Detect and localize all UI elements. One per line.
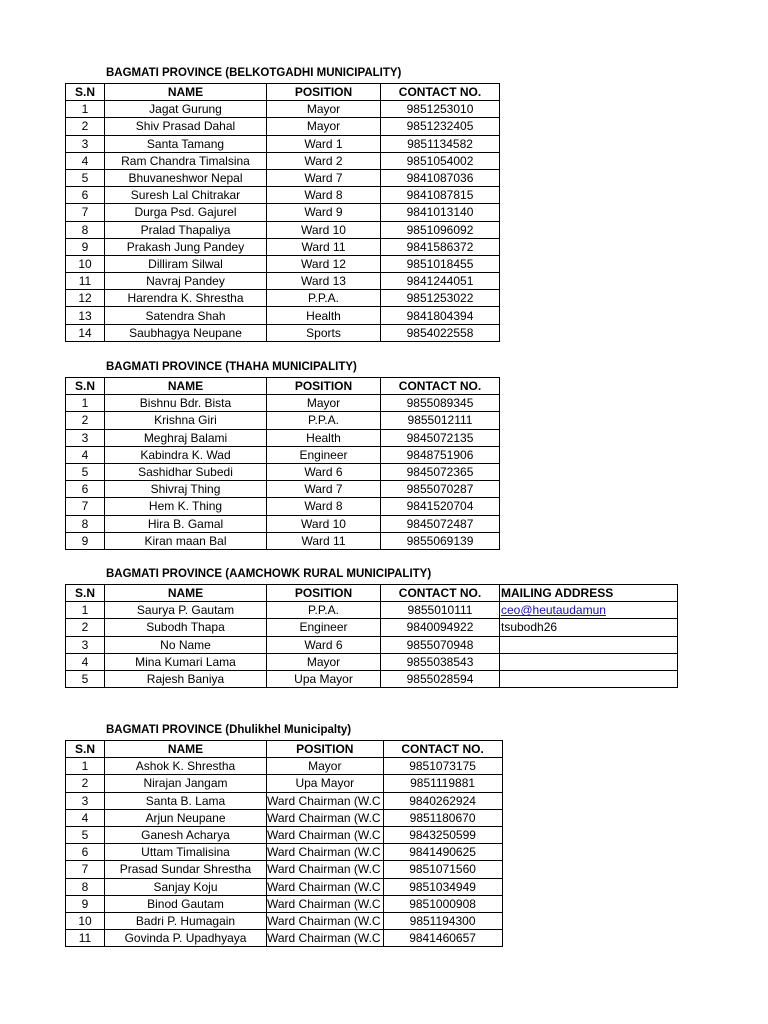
sn-cell: 3 (66, 636, 105, 653)
position-cell: Ward Chairman (W.C (267, 912, 384, 929)
name-header: NAME (105, 741, 267, 758)
name-cell: Hira B. Gamal (105, 515, 267, 532)
sn-cell: 2 (66, 619, 105, 636)
table-row (66, 238, 500, 255)
contact-cell: 9841586372 (381, 238, 500, 255)
contact-cell: 9843250599 (383, 826, 502, 843)
mailing-address-cell (500, 653, 678, 670)
sn-cell: 2 (66, 118, 105, 135)
name-cell: Govinda P. Upadhyaya (105, 930, 267, 947)
contact-cell: 9851232405 (381, 118, 500, 135)
table-row (66, 187, 500, 204)
table-header-row (66, 741, 503, 758)
mailing-address-header: MAILING ADDRESS (500, 585, 678, 602)
position-cell: Ward 11 (267, 238, 381, 255)
sn-cell: 13 (66, 307, 105, 324)
table-header-row (66, 585, 678, 602)
email-link[interactable]: ceo@heutaudamun (501, 603, 606, 618)
name-header: NAME (105, 378, 267, 395)
contact-cell: 9848751906 (381, 446, 500, 463)
section-dhulikhel (65, 724, 503, 947)
position-cell: Mayor (267, 118, 381, 135)
name-cell: Bishnu Bdr. Bista (105, 395, 267, 412)
name-cell: Sashidhar Subedi (105, 463, 267, 480)
contact-cell: 9851253010 (381, 101, 500, 118)
position-cell: Ward Chairman (W.C (267, 895, 384, 912)
position-cell: Ward 7 (267, 169, 381, 186)
sn-cell: 10 (66, 912, 105, 929)
table-row (66, 895, 503, 912)
contact-cell: 9851018455 (381, 255, 500, 272)
table-row (66, 619, 678, 636)
sn-cell: 4 (66, 653, 105, 670)
sn-cell: 7 (66, 861, 105, 878)
name-cell: Ganesh Acharya (105, 826, 267, 843)
position-cell: Sports (267, 324, 381, 341)
sn-cell: 9 (66, 532, 105, 549)
position-cell: Ward Chairman (W.C (267, 930, 384, 947)
position-header: POSITION (267, 585, 381, 602)
table-row (66, 169, 500, 186)
position-header: POSITION (267, 378, 381, 395)
contact-table (65, 377, 500, 550)
section-title: BAGMATI PROVINCE (AAMCHOWK RURAL MUNICIPALITY) (106, 568, 432, 580)
contact-cell: 9855069139 (381, 532, 500, 549)
position-cell: Upa Mayor (267, 670, 381, 687)
name-cell: Shivraj Thing (105, 481, 267, 498)
contact-table (65, 584, 678, 688)
table-row (66, 101, 500, 118)
table-row (66, 463, 500, 480)
section-belkotgadhi (65, 67, 500, 342)
sn-cell: 3 (66, 135, 105, 152)
contact-table (65, 740, 503, 947)
table-row (66, 653, 678, 670)
sn-cell: 1 (66, 602, 105, 619)
position-cell: P.P.A. (267, 412, 381, 429)
sn-cell: 3 (66, 429, 105, 446)
table-row (66, 670, 678, 687)
sn-cell: 1 (66, 758, 105, 775)
name-cell: Saurya P. Gautam (105, 602, 267, 619)
contact-cell: 9841460657 (383, 930, 502, 947)
position-cell: Health (267, 429, 381, 446)
table-row (66, 255, 500, 272)
sn-cell: 8 (66, 878, 105, 895)
table-row (66, 498, 500, 515)
position-cell: Ward Chairman (W.C (267, 878, 384, 895)
contact-cell: 9851054002 (381, 152, 500, 169)
contact-cell: 9855038543 (381, 653, 500, 670)
section-title: BAGMATI PROVINCE (THAHA MUNICIPALITY) (106, 361, 357, 373)
table-row (66, 878, 503, 895)
contact-cell: 9840094922 (381, 619, 500, 636)
sn-header: S.N (66, 741, 105, 758)
name-cell: Subodh Thapa (105, 619, 267, 636)
contact-cell: 9841087815 (381, 187, 500, 204)
sn-cell: 14 (66, 324, 105, 341)
contact-cell: 9855010111 (381, 602, 500, 619)
position-header: POSITION (267, 84, 381, 101)
sn-cell: 4 (66, 809, 105, 826)
sn-header: S.N (66, 585, 105, 602)
contact-cell: 9855012111 (381, 412, 500, 429)
name-cell: Shiv Prasad Dahal (105, 118, 267, 135)
table-row (66, 307, 500, 324)
contact-cell: 9841490625 (383, 844, 502, 861)
sn-cell: 2 (66, 775, 105, 792)
contact-header: CONTACT NO. (381, 585, 500, 602)
name-cell: Sanjay Koju (105, 878, 267, 895)
sn-cell: 2 (66, 412, 105, 429)
sn-cell: 8 (66, 515, 105, 532)
name-cell: Dilliram Silwal (105, 255, 267, 272)
position-cell: Ward 10 (267, 221, 381, 238)
sn-cell: 3 (66, 792, 105, 809)
sn-cell: 9 (66, 895, 105, 912)
table-row (66, 532, 500, 549)
table-row (66, 861, 503, 878)
position-cell: P.P.A. (267, 290, 381, 307)
sn-header: S.N (66, 378, 105, 395)
position-cell: Ward 2 (267, 152, 381, 169)
name-cell: Kabindra K. Wad (105, 446, 267, 463)
mailing-address-cell (500, 670, 678, 687)
position-cell: Ward 1 (267, 135, 381, 152)
table-row (66, 792, 503, 809)
position-cell: Ward 6 (267, 636, 381, 653)
name-header: NAME (105, 585, 267, 602)
table-row (66, 758, 503, 775)
name-cell: Hem K. Thing (105, 498, 267, 515)
name-cell: Jagat Gurung (105, 101, 267, 118)
position-cell: Engineer (267, 619, 381, 636)
sn-cell: 11 (66, 930, 105, 947)
position-cell: Ward 6 (267, 463, 381, 480)
contact-header: CONTACT NO. (383, 741, 502, 758)
position-cell: Ward Chairman (W.C (267, 809, 384, 826)
sn-cell: 6 (66, 187, 105, 204)
mailing-address-cell (500, 636, 678, 653)
position-cell: Ward 12 (267, 255, 381, 272)
section-title: BAGMATI PROVINCE (BELKOTGADHI MUNICIPALITY) (106, 67, 402, 79)
contact-cell: 9841804394 (381, 307, 500, 324)
name-cell: No Name (105, 636, 267, 653)
table-row (66, 930, 503, 947)
table-row (66, 135, 500, 152)
name-header: NAME (105, 84, 267, 101)
contact-cell: 9840262924 (383, 792, 502, 809)
sn-cell: 4 (66, 446, 105, 463)
position-cell: Ward 9 (267, 204, 381, 221)
contact-cell: 9851253022 (381, 290, 500, 307)
table-row (66, 429, 500, 446)
contact-cell: 9851134582 (381, 135, 500, 152)
table-row (66, 912, 503, 929)
table-row (66, 809, 503, 826)
name-cell: Suresh Lal Chitrakar (105, 187, 267, 204)
contact-cell: 9855070287 (381, 481, 500, 498)
name-cell: Satendra Shah (105, 307, 267, 324)
table-row (66, 775, 503, 792)
name-cell: Navraj Pandey (105, 273, 267, 290)
contact-cell: 9851194300 (383, 912, 502, 929)
table-row (66, 446, 500, 463)
name-cell: Prakash Jung Pandey (105, 238, 267, 255)
table-row (66, 324, 500, 341)
position-cell: Ward Chairman (W.C (267, 792, 384, 809)
contact-cell: 9854022558 (381, 324, 500, 341)
contact-header: CONTACT NO. (381, 378, 500, 395)
table-row (66, 481, 500, 498)
contact-cell: 9841520704 (381, 498, 500, 515)
sn-cell: 8 (66, 221, 105, 238)
position-cell: Ward 11 (267, 532, 381, 549)
position-cell: Upa Mayor (267, 775, 384, 792)
name-cell: Rajesh Baniya (105, 670, 267, 687)
sn-cell: 5 (66, 463, 105, 480)
contact-cell: 9841087036 (381, 169, 500, 186)
contact-table (65, 83, 500, 342)
name-cell: Mina Kumari Lama (105, 653, 267, 670)
position-cell: Mayor (267, 101, 381, 118)
table-row (66, 273, 500, 290)
name-cell: Nirajan Jangam (105, 775, 267, 792)
sn-cell: 5 (66, 169, 105, 186)
table-row (66, 844, 503, 861)
sn-cell: 7 (66, 498, 105, 515)
position-cell: Ward 10 (267, 515, 381, 532)
name-cell: Uttam Timalisina (105, 844, 267, 861)
contact-cell: 9851119881 (383, 775, 502, 792)
position-cell: Health (267, 307, 381, 324)
position-cell: Mayor (267, 758, 384, 775)
contact-header: CONTACT NO. (381, 84, 500, 101)
table-row (66, 118, 500, 135)
sn-cell: 12 (66, 290, 105, 307)
name-cell: Binod Gautam (105, 895, 267, 912)
name-cell: Badri P. Humagain (105, 912, 267, 929)
name-cell: Prasad Sundar Shrestha (105, 861, 267, 878)
mailing-address-cell: tsubodh26 (500, 619, 678, 636)
contact-cell: 9851096092 (381, 221, 500, 238)
contact-cell: 9855070948 (381, 636, 500, 653)
name-cell: Pralad Thapaliya (105, 221, 267, 238)
table-row (66, 602, 678, 619)
contact-cell: 9841244051 (381, 273, 500, 290)
mailing-address-cell (500, 602, 678, 619)
section-thaha (65, 361, 500, 550)
position-cell: Ward Chairman (W.C (267, 826, 384, 843)
table-row (66, 395, 500, 412)
sn-cell: 1 (66, 101, 105, 118)
contact-cell: 9851000908 (383, 895, 502, 912)
table-row (66, 636, 678, 653)
contact-cell: 9855089345 (381, 395, 500, 412)
sn-cell: 6 (66, 481, 105, 498)
position-cell: Ward 8 (267, 498, 381, 515)
position-cell: Ward 13 (267, 273, 381, 290)
position-cell: Engineer (267, 446, 381, 463)
contact-cell: 9845072487 (381, 515, 500, 532)
table-row (66, 412, 500, 429)
name-cell: Ashok K. Shrestha (105, 758, 267, 775)
position-cell: Mayor (267, 653, 381, 670)
name-cell: Meghraj Balami (105, 429, 267, 446)
table-header-row (66, 378, 500, 395)
sn-cell: 5 (66, 826, 105, 843)
position-cell: P.P.A. (267, 602, 381, 619)
position-cell: Ward Chairman (W.C (267, 861, 384, 878)
table-row (66, 152, 500, 169)
table-header-row (66, 84, 500, 101)
name-cell: Saubhagya Neupane (105, 324, 267, 341)
contact-cell: 9845072365 (381, 463, 500, 480)
table-row (66, 515, 500, 532)
sn-cell: 11 (66, 273, 105, 290)
section-title: BAGMATI PROVINCE (Dhulikhel Municipalty) (106, 724, 352, 736)
name-cell: Krishna Giri (105, 412, 267, 429)
table-row (66, 221, 500, 238)
table-row (66, 826, 503, 843)
contact-cell: 9851034949 (383, 878, 502, 895)
name-cell: Kiran maan Bal (105, 532, 267, 549)
name-cell: Santa Tamang (105, 135, 267, 152)
sn-cell: 4 (66, 152, 105, 169)
sn-cell: 9 (66, 238, 105, 255)
sn-cell: 10 (66, 255, 105, 272)
contact-cell: 9851071560 (383, 861, 502, 878)
position-cell: Ward 7 (267, 481, 381, 498)
contact-cell: 9845072135 (381, 429, 500, 446)
sn-cell: 7 (66, 204, 105, 221)
position-header: POSITION (267, 741, 384, 758)
contact-cell: 9851073175 (383, 758, 502, 775)
table-row (66, 204, 500, 221)
name-cell: Bhuvaneshwor Nepal (105, 169, 267, 186)
name-cell: Santa B. Lama (105, 792, 267, 809)
sn-cell: 5 (66, 670, 105, 687)
name-cell: Durga Psd. Gajurel (105, 204, 267, 221)
position-cell: Ward Chairman (W.C (267, 844, 384, 861)
table-row (66, 290, 500, 307)
contact-cell: 9851180670 (383, 809, 502, 826)
position-cell: Ward 8 (267, 187, 381, 204)
section-aamchowk (65, 568, 678, 688)
sn-cell: 6 (66, 844, 105, 861)
name-cell: Arjun Neupane (105, 809, 267, 826)
sn-header: S.N (66, 84, 105, 101)
position-cell: Mayor (267, 395, 381, 412)
name-cell: Harendra K. Shrestha (105, 290, 267, 307)
sn-cell: 1 (66, 395, 105, 412)
contact-cell: 9841013140 (381, 204, 500, 221)
name-cell: Ram Chandra Timalsina (105, 152, 267, 169)
contact-cell: 9855028594 (381, 670, 500, 687)
